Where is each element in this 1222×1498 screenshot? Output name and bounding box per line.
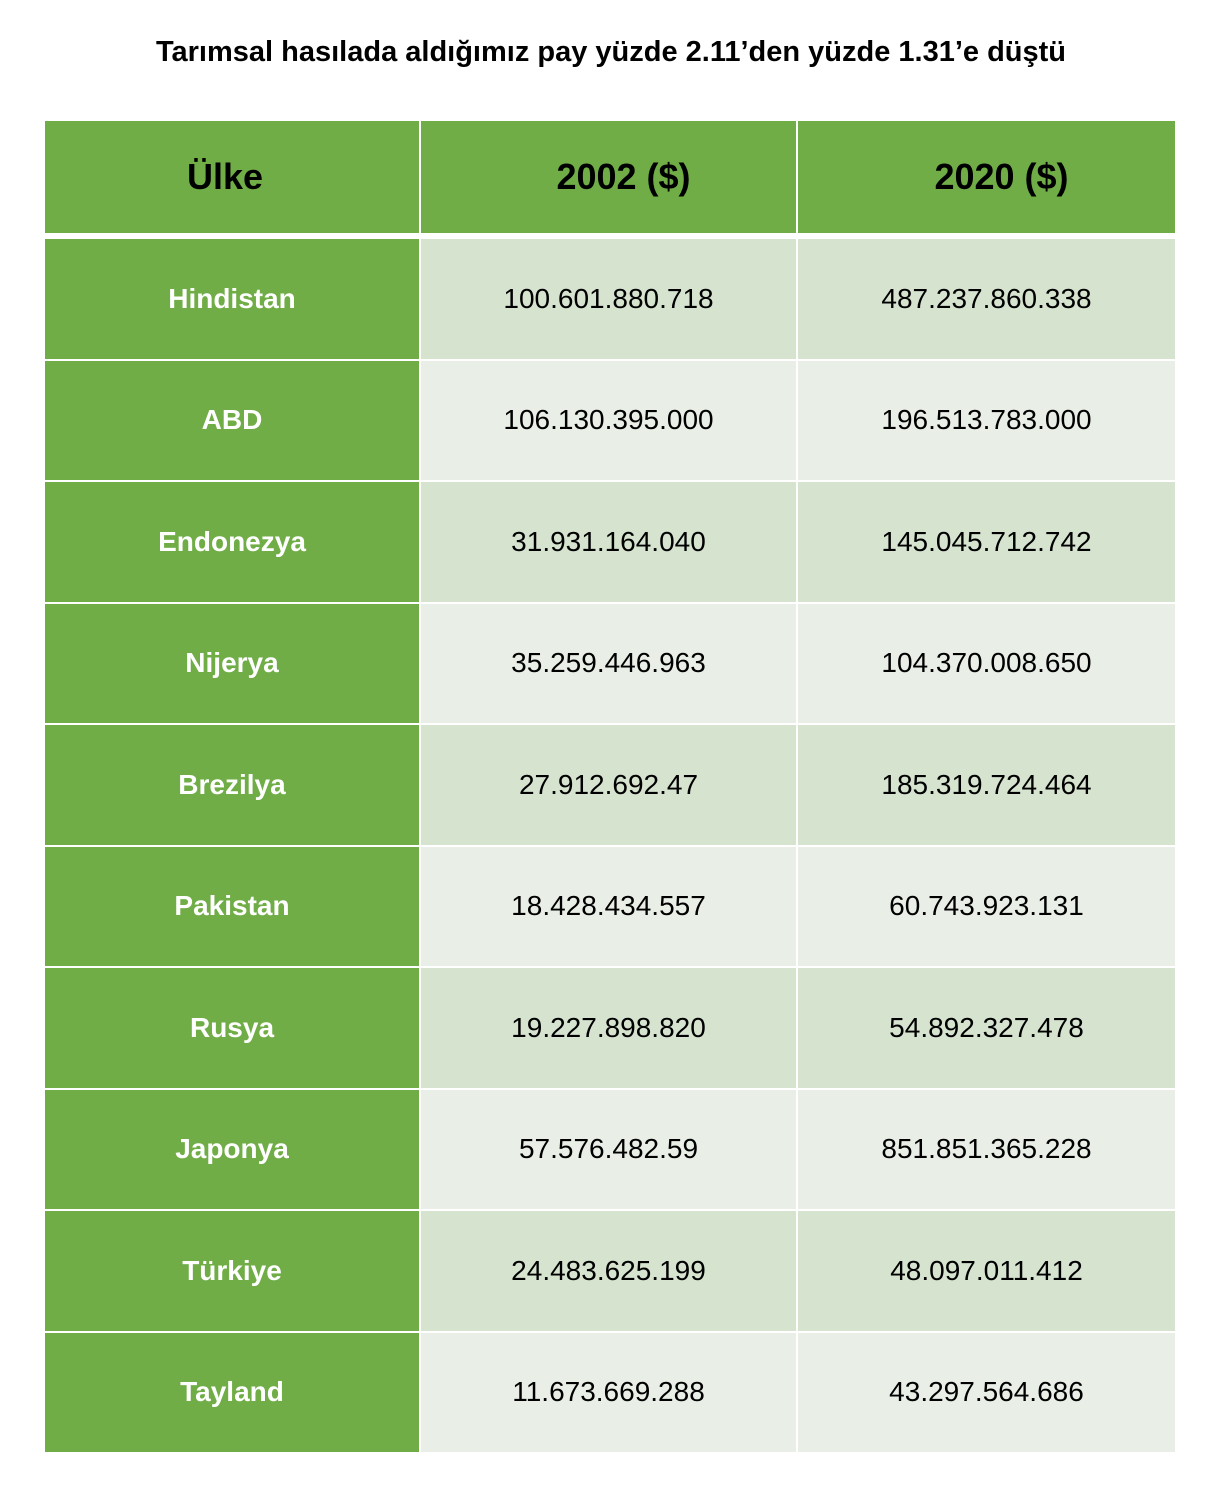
table-row xyxy=(45,604,1175,726)
value-2002-cell: 35.259.446.963 xyxy=(421,604,798,726)
table-row xyxy=(45,1211,1175,1333)
value-2002-cell: 11.673.669.288 xyxy=(421,1333,798,1455)
country-cell: Japonya xyxy=(45,1090,421,1212)
value-2020-cell: 851.851.365.228 xyxy=(798,1090,1175,1212)
country-cell: ABD xyxy=(45,361,421,483)
table-row xyxy=(45,968,1175,1090)
header-2002: 2002 ($) xyxy=(421,121,798,239)
value-2002-cell: 31.931.164.040 xyxy=(421,482,798,604)
value-2002-cell: 24.483.625.199 xyxy=(421,1211,798,1333)
table-row xyxy=(45,239,1175,361)
table-row xyxy=(45,725,1175,847)
agriculture-table xyxy=(45,121,1175,1454)
country-cell: Endonezya xyxy=(45,482,421,604)
value-2002-cell: 27.912.692.47 xyxy=(421,725,798,847)
table-row xyxy=(45,1090,1175,1212)
table-row xyxy=(45,361,1175,483)
page-title: Tarımsal hasılada aldığımız pay yüzde 2.11’den yüzde 1.31’e düştü xyxy=(155,36,1067,68)
country-cell: Nijerya xyxy=(45,604,421,726)
country-cell: Hindistan xyxy=(45,239,421,361)
value-2002-cell: 100.601.880.718 xyxy=(421,239,798,361)
value-2020-cell: 185.319.724.464 xyxy=(798,725,1175,847)
header-country: Ülke xyxy=(45,121,421,239)
value-2002-cell: 57.576.482.59 xyxy=(421,1090,798,1212)
value-2020-cell: 145.045.712.742 xyxy=(798,482,1175,604)
header-2020: 2020 ($) xyxy=(798,121,1175,239)
country-cell: Pakistan xyxy=(45,847,421,969)
value-2020-cell: 196.513.783.000 xyxy=(798,361,1175,483)
value-2020-cell: 54.892.327.478 xyxy=(798,968,1175,1090)
table-row xyxy=(45,1333,1175,1455)
country-cell: Türkiye xyxy=(45,1211,421,1333)
value-2002-cell: 19.227.898.820 xyxy=(421,968,798,1090)
country-cell: Tayland xyxy=(45,1333,421,1455)
country-cell: Brezilya xyxy=(45,725,421,847)
table-row xyxy=(45,847,1175,969)
country-cell: Rusya xyxy=(45,968,421,1090)
table-header-row xyxy=(45,121,1175,239)
value-2002-cell: 106.130.395.000 xyxy=(421,361,798,483)
value-2020-cell: 60.743.923.131 xyxy=(798,847,1175,969)
value-2020-cell: 104.370.008.650 xyxy=(798,604,1175,726)
value-2002-cell: 18.428.434.557 xyxy=(421,847,798,969)
value-2020-cell: 48.097.011.412 xyxy=(798,1211,1175,1333)
value-2020-cell: 43.297.564.686 xyxy=(798,1333,1175,1455)
value-2020-cell: 487.237.860.338 xyxy=(798,239,1175,361)
table-row xyxy=(45,482,1175,604)
